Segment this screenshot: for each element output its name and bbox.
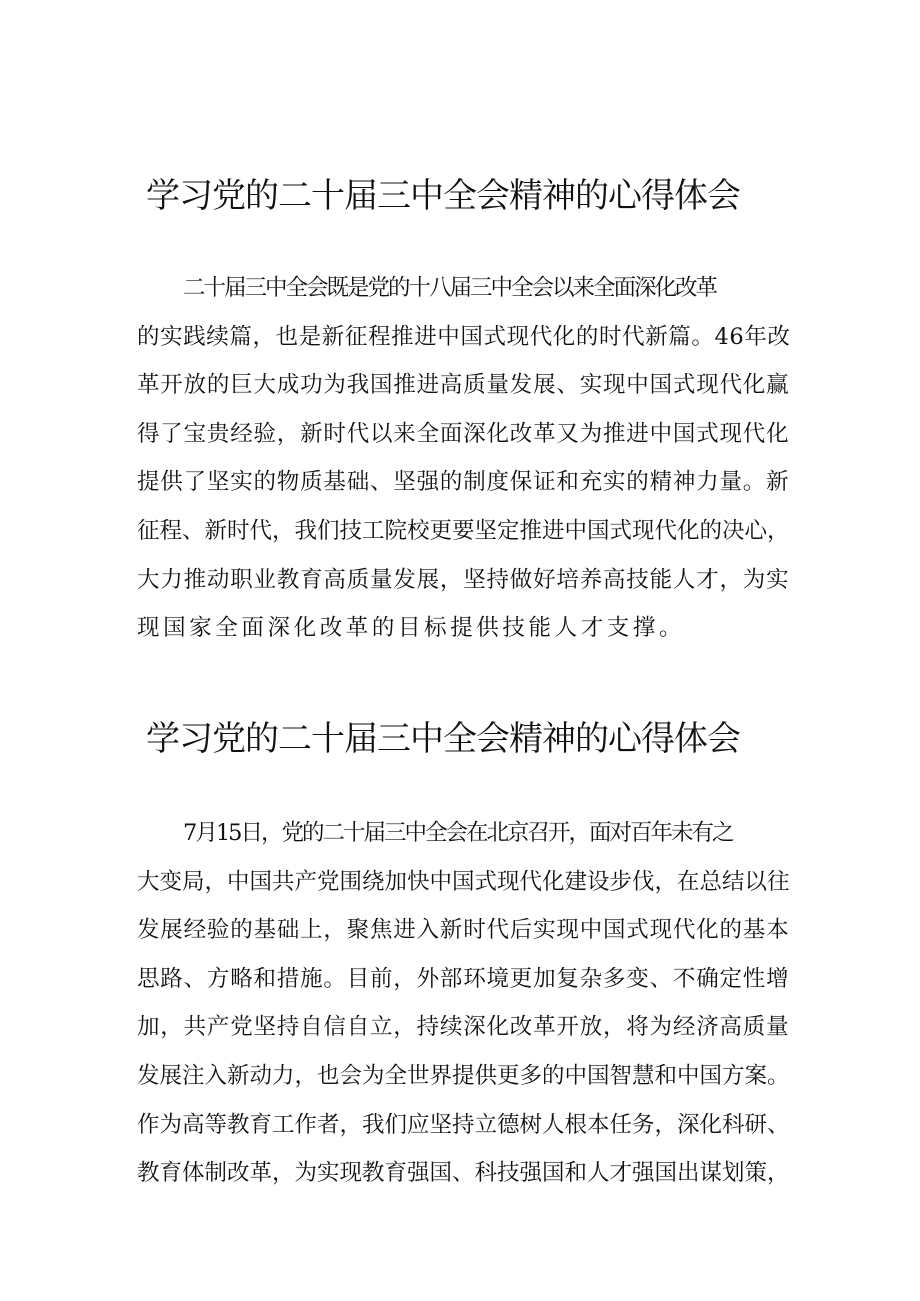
paragraph-line: 发展注入新动力，也会为全世界提供更多的中国智慧和中国方案。 [137,1062,790,1089]
paragraph-line: 现国家全面深化改革的目标提供技能人才支撑。 [137,615,686,642]
section-1-paragraph [137,264,792,653]
paragraph-line: 思路、方略和措施。目前，外部环境更加复杂多变、不确定性增 [137,965,790,992]
paragraph-line: 发展经验的基础上，聚焦进入新时代后实现中国式现代化的基本 [137,917,790,944]
paragraph-line: 的实践续篇，也是新征程推进中国式现代化的时代新篇。46年改 [137,323,791,350]
paragraph-line: 二十届三中全会既是党的十八届三中全会以来全面深化改革 [183,275,717,301]
section-2-paragraph [137,809,792,1198]
paragraph-line: 7月15日，党的二十届三中全会在北京召开，面对百年未有之 [183,820,733,846]
paragraph-line: 加，共产党坚持自信自立，持续深化改革开放，将为经济高质量 [137,1014,790,1041]
section-1-title: 学习党的二十届三中全会精神的心得体会 [146,176,740,216]
paragraph-line: 作为高等教育工作者，我们应坚持立德树人根本任务，深化科研、 [137,1111,790,1138]
paragraph-line: 革开放的巨大成功为我国推进高质量发展、实现中国式现代化赢 [137,372,790,399]
paragraph-line: 教育体制改革，为实现教育强国、科技强国和人才强国出谋划策， [137,1160,790,1187]
paragraph-line: 大力推动职业教育高质量发展，坚持做好培养高技能人才，为实 [137,566,790,593]
paragraph-line: 征程、新时代，我们技工院校更要坚定推进中国式现代化的决心， [137,517,790,544]
paragraph-line: 提供了坚实的物质基础、坚强的制度保证和充实的精神力量。新 [137,469,790,496]
section-2-title: 学习党的二十届三中全会精神的心得体会 [146,719,740,759]
paragraph-line: 大变局，中国共产党围绕加快中国式现代化建设步伐，在总结以往 [137,868,790,895]
paragraph-line: 得了宝贵经验，新时代以来全面深化改革又为推进中国式现代化 [137,420,790,447]
